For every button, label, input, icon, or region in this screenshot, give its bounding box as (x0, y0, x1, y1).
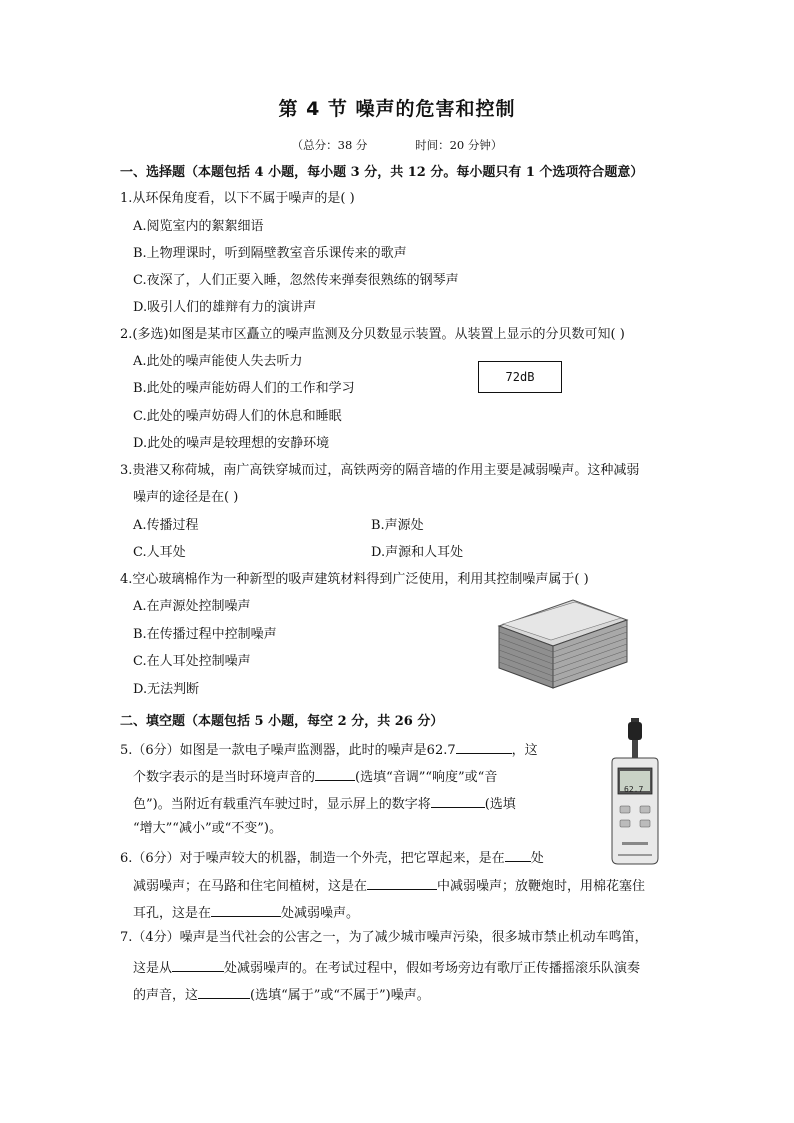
q6-text-2a: 减弱噪声；在马路和住宅间植树，这是在 (133, 879, 368, 894)
q5-text-3a: 色”)。当附近有载重汽车驶过时，显示屏上的数字将 (133, 797, 431, 812)
q6-blank-1[interactable] (505, 847, 531, 862)
q5-blank-unit[interactable] (456, 739, 512, 754)
q6-text-3a: 耳孔，这是在 (133, 906, 212, 921)
q7-text-2a: 这是从 (133, 961, 173, 976)
q6-blank-3[interactable] (211, 902, 281, 917)
q5-text-1a: 5.（6分）如图是一款电子噪声监测器，此时的噪声是62.7 (120, 743, 456, 758)
q2-option-d: D.此处的噪声是较理想的安静环境 (133, 436, 330, 451)
q4-stem: 4.空心玻璃棉作为一种新型的吸声建筑材料得到广泛使用，利用其控制噪声属于( ) (120, 572, 589, 587)
q3-option-a: A.传播过程 (133, 518, 199, 533)
q3-stem-line1: 3.贵港又称荷城，南广高铁穿城而过，高铁两旁的隔音墙的作用主要是减弱噪声。这种减弱 (120, 463, 640, 478)
q5-blank-property[interactable] (315, 766, 355, 781)
q6-text-1b: 处 (530, 851, 544, 866)
q2-option-c: C.此处的噪声妨碍人们的休息和睡眠 (133, 409, 342, 424)
total-score: （总分：38 分 (291, 138, 368, 152)
q7-blank-1[interactable] (172, 957, 224, 972)
q7-line2 (133, 957, 640, 978)
exam-info (0, 137, 794, 153)
q6-line1 (120, 847, 544, 868)
page-title: 第 4 节 噪声的危害和控制 (278, 98, 516, 120)
q6-text-2b: 中减弱噪声；放鞭炮时，用棉花塞住 (437, 879, 646, 894)
q5-text-2a: 个数字表示的是当时环境声音的 (133, 770, 316, 785)
q3-option-b: B.声源处 (371, 518, 424, 533)
decibel-display: 72dB (478, 361, 562, 393)
q7-text-2b: 处减弱噪声的。在考试过程中，假如考场旁边有歌厅正传播摇滚乐队演奏 (224, 961, 641, 976)
q1-option-a: A.阅览室内的絮絮细语 (133, 219, 264, 234)
q7-text-3a: 的声音，这 (133, 988, 199, 1003)
q5-line1 (120, 739, 538, 760)
glass-wool-panel-image (497, 596, 629, 692)
q1-option-d: D.吸引人们的雄辩有力的演讲声 (133, 300, 317, 315)
q6-text-3b: 处减弱噪声。 (281, 906, 360, 921)
q3-option-c: C.人耳处 (133, 545, 186, 560)
q7-line1: 7.（4分）噪声是当代社会的公害之一，为了减少城市噪声污染，很多城市禁止机动车鸣笛， (120, 930, 648, 945)
q2-option-a: A.此处的噪声能使人失去听力 (133, 354, 303, 369)
q1-option-c: C.夜深了，人们正要入睡，忽然传来弹奏很熟练的钢琴声 (133, 273, 459, 288)
q6-line3 (133, 902, 359, 923)
q3-stem-line2: 噪声的途径是在( ) (133, 490, 239, 505)
q6-blank-2[interactable] (367, 875, 437, 890)
q5-line3 (133, 793, 516, 814)
q1-stem: 1.从环保角度看，以下不属于噪声的是( ) (120, 191, 355, 206)
q4-option-c: C.在人耳处控制噪声 (133, 654, 251, 669)
section1-heading: 一、选择题（本题包括 4 小题，每小题 3 分，共 12 分。每小题只有 1 个选项符合题意） (120, 165, 644, 180)
q5-blank-change[interactable] (431, 793, 485, 808)
q3-option-d: D.声源和人耳处 (371, 545, 464, 560)
q7-blank-2[interactable] (198, 984, 250, 999)
q5-text-3b: (选填 (484, 797, 516, 812)
q5-text-1b: ，这 (511, 743, 538, 758)
q5-line4: “增大”“减小”或“不变”)。 (133, 821, 282, 836)
q2-option-b: B.此处的噪声能妨碍人们的工作和学习 (133, 381, 355, 396)
time-limit: 时间：20 分钟） (415, 138, 503, 152)
q2-stem: 2.(多选)如图是某市区矗立的噪声监测及分贝数显示装置。从装置上显示的分贝数可知( ) (120, 327, 625, 342)
q4-option-d: D.无法判断 (133, 682, 200, 697)
q4-option-a: A.在声源处控制噪声 (133, 599, 251, 614)
q1-option-b: B.上物理课时，听到隔壁教室音乐课传来的歌声 (133, 246, 407, 261)
q7-line3 (133, 984, 430, 1005)
section2-heading: 二、填空题（本题包括 5 小题，每空 2 分，共 26 分） (120, 714, 444, 729)
q6-line2 (133, 875, 645, 896)
q5-line2 (133, 766, 497, 787)
q6-text-1a: 6.（6分）对于噪声较大的机器，制造一个外壳，把它罩起来，是在 (120, 851, 505, 866)
q5-text-2b: (选填“音调”“响度”或“音 (355, 770, 498, 785)
noise-meter-reading: 62.7 (624, 785, 644, 794)
q7-text-3b: (选填“属于”或“不属于”)噪声。 (250, 988, 430, 1003)
q4-option-b: B.在传播过程中控制噪声 (133, 627, 277, 642)
